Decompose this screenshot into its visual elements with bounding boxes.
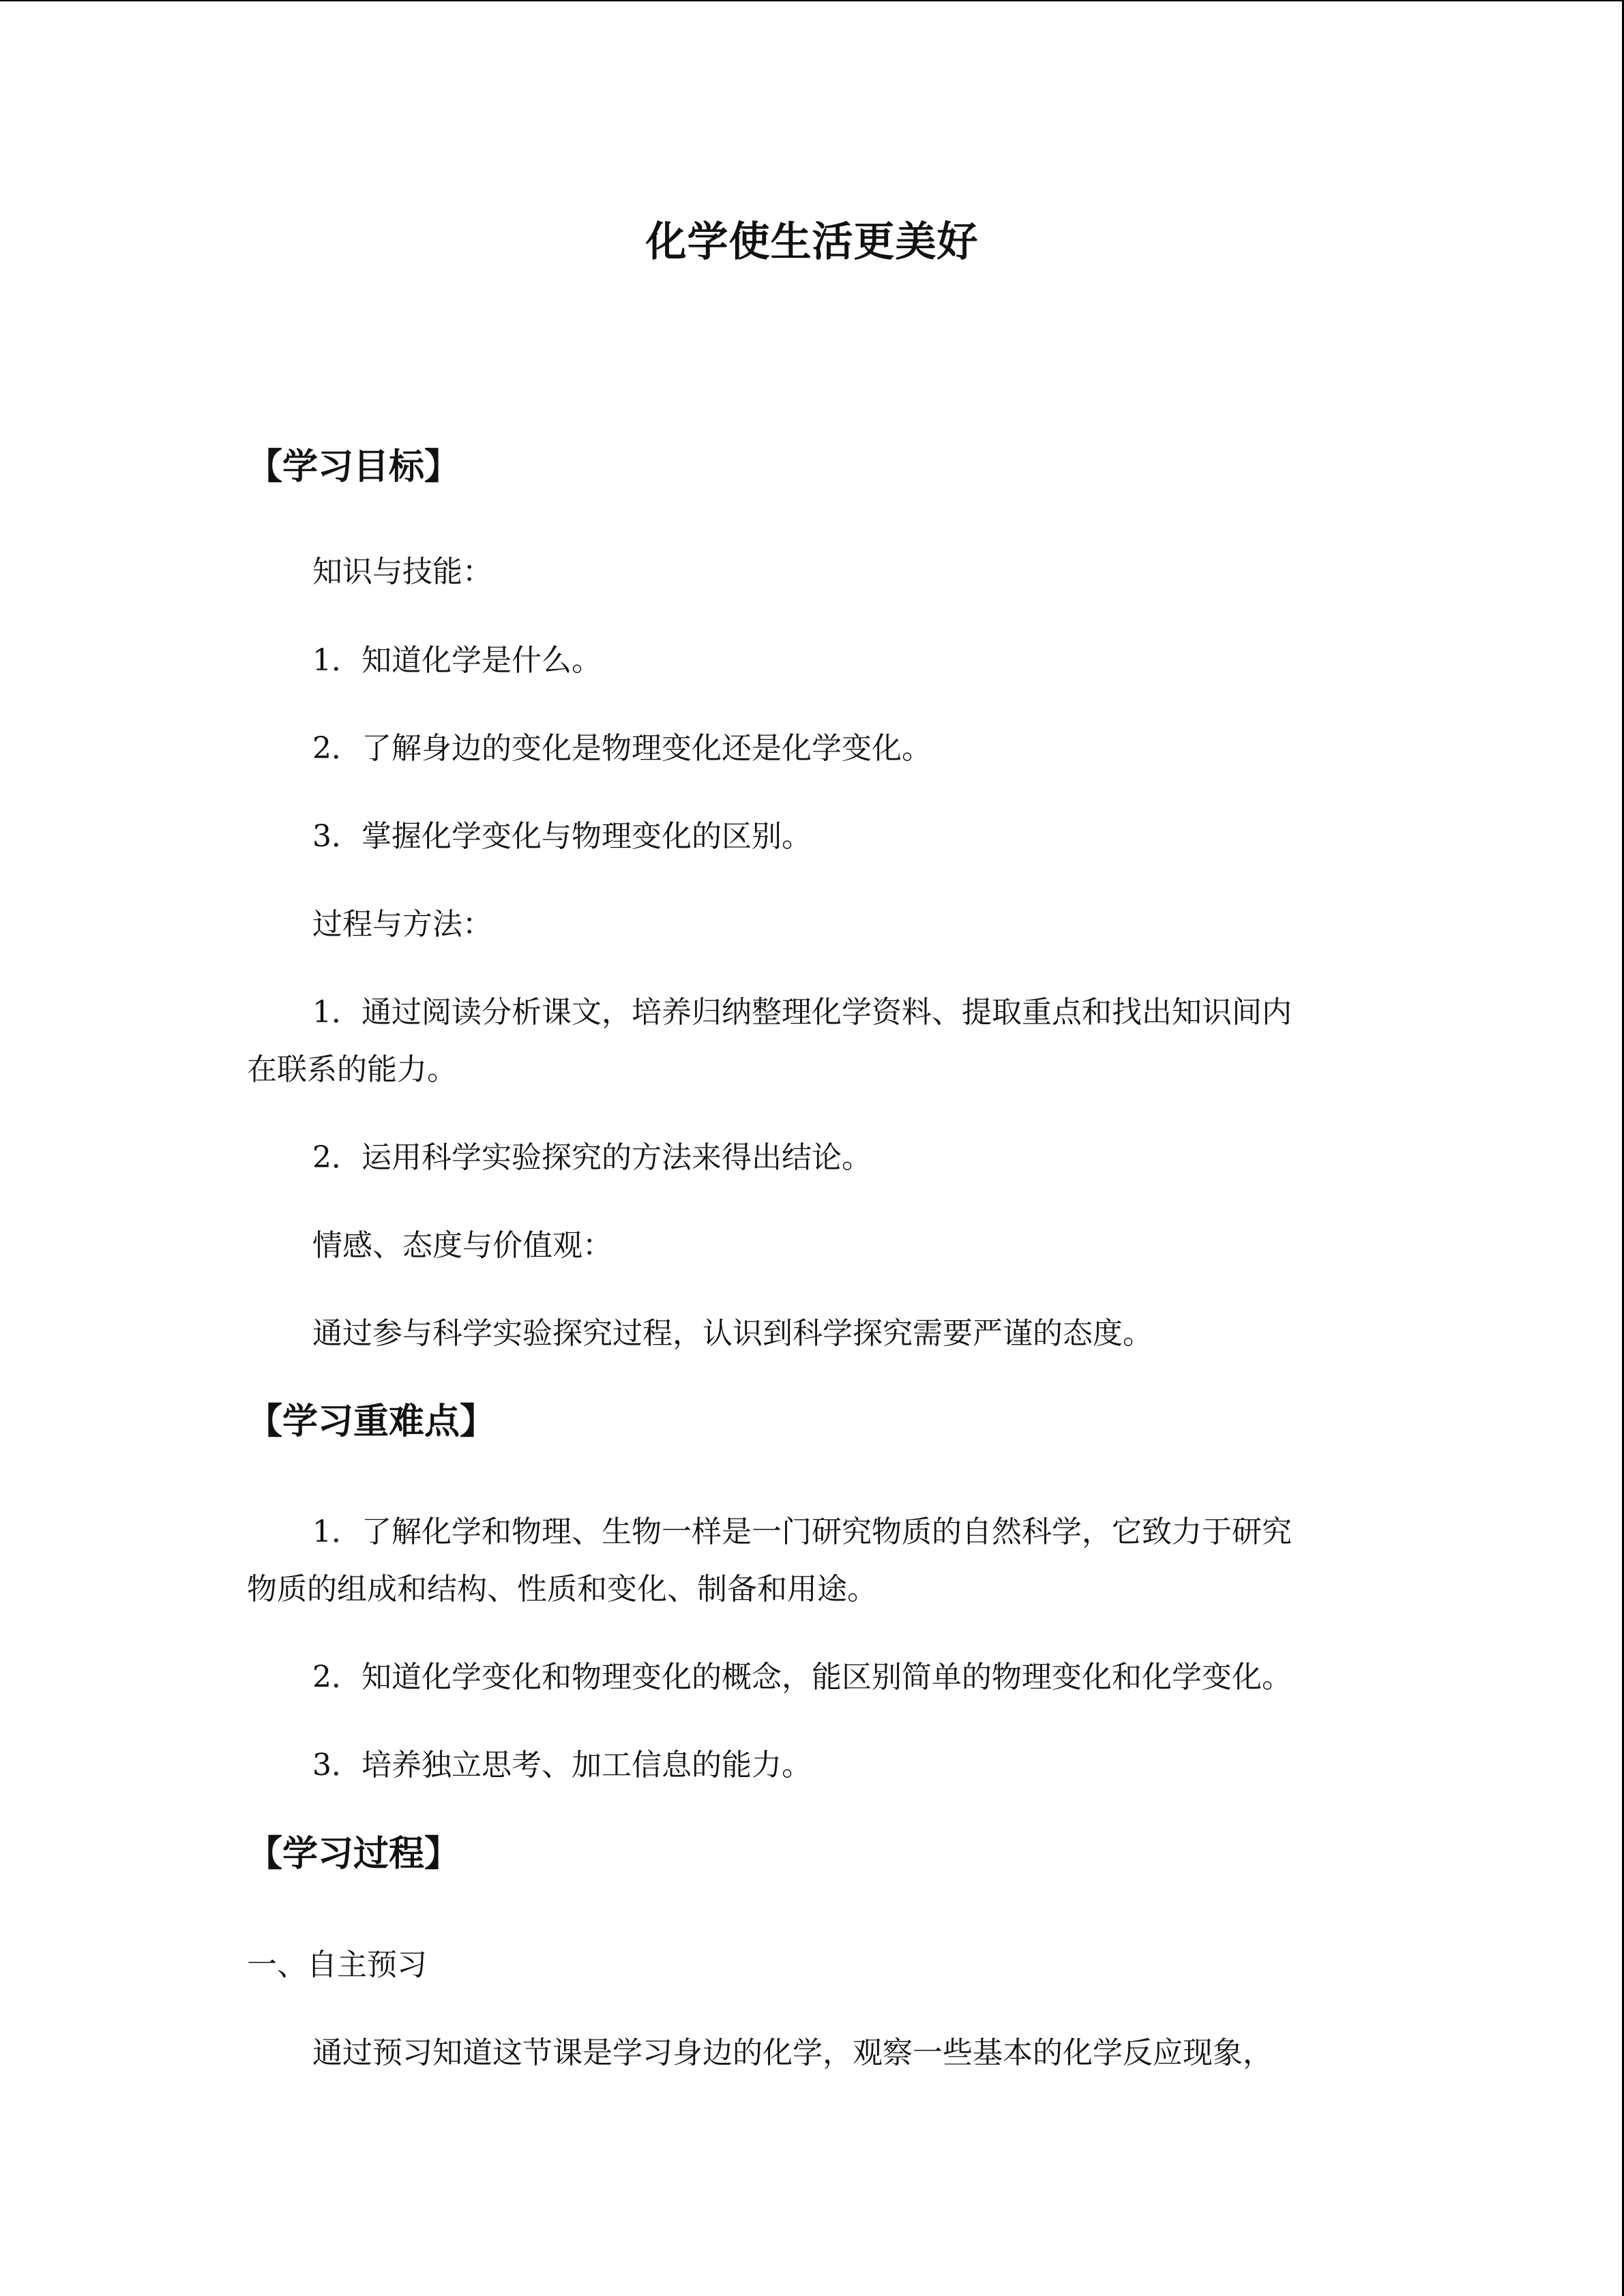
knowledge-item-3: 3．掌握化学变化与物理变化的区别。 [312,819,812,854]
process-method-label: 过程与方法： [312,907,492,942]
key-point-1-continued: 物质的组成和结构、性质和变化、制备和用途。 [247,1572,877,1607]
key-point-1: 1．了解化学和物理、生物一样是一门研究物质的自然科学，它致力于研究 [312,1515,1292,1549]
process-subheading: 一、自主预习 [247,1948,427,1982]
knowledge-item-1: 1．知道化学是什么。 [312,643,602,678]
knowledge-label: 知识与技能： [312,554,492,589]
section-heading-objectives: 【学习目标】 [247,447,460,488]
process-item-1: 1．通过阅读分析课文，培养归纳整理化学资料、提取重点和找出知识间内 [312,995,1292,1030]
process-text: 通过预习知道这节课是学习身边的化学，观察一些基本的化学反应现象， [312,2036,1273,2070]
key-point-2: 2．知道化学变化和物理变化的概念，能区别简单的物理变化和化学变化。 [312,1660,1292,1695]
section-heading-key-points: 【学习重难点】 [247,1401,496,1442]
process-item-2: 2．运用科学实验探究的方法来得出结论。 [312,1140,872,1175]
attitude-text: 通过参与科学实验探究过程，认识到科学探究需要严谨的态度。 [312,1316,1153,1351]
knowledge-item-2: 2．了解身边的变化是物理变化还是化学变化。 [312,731,932,766]
key-point-3: 3．培养独立思考、加工信息的能力。 [312,1748,812,1783]
section-heading-process: 【学习过程】 [247,1834,460,1875]
process-item-1-continued: 在联系的能力。 [247,1052,457,1087]
page-title: 化学使生活更美好 [645,218,979,266]
attitude-label: 情感、态度与价值观： [312,1228,612,1263]
